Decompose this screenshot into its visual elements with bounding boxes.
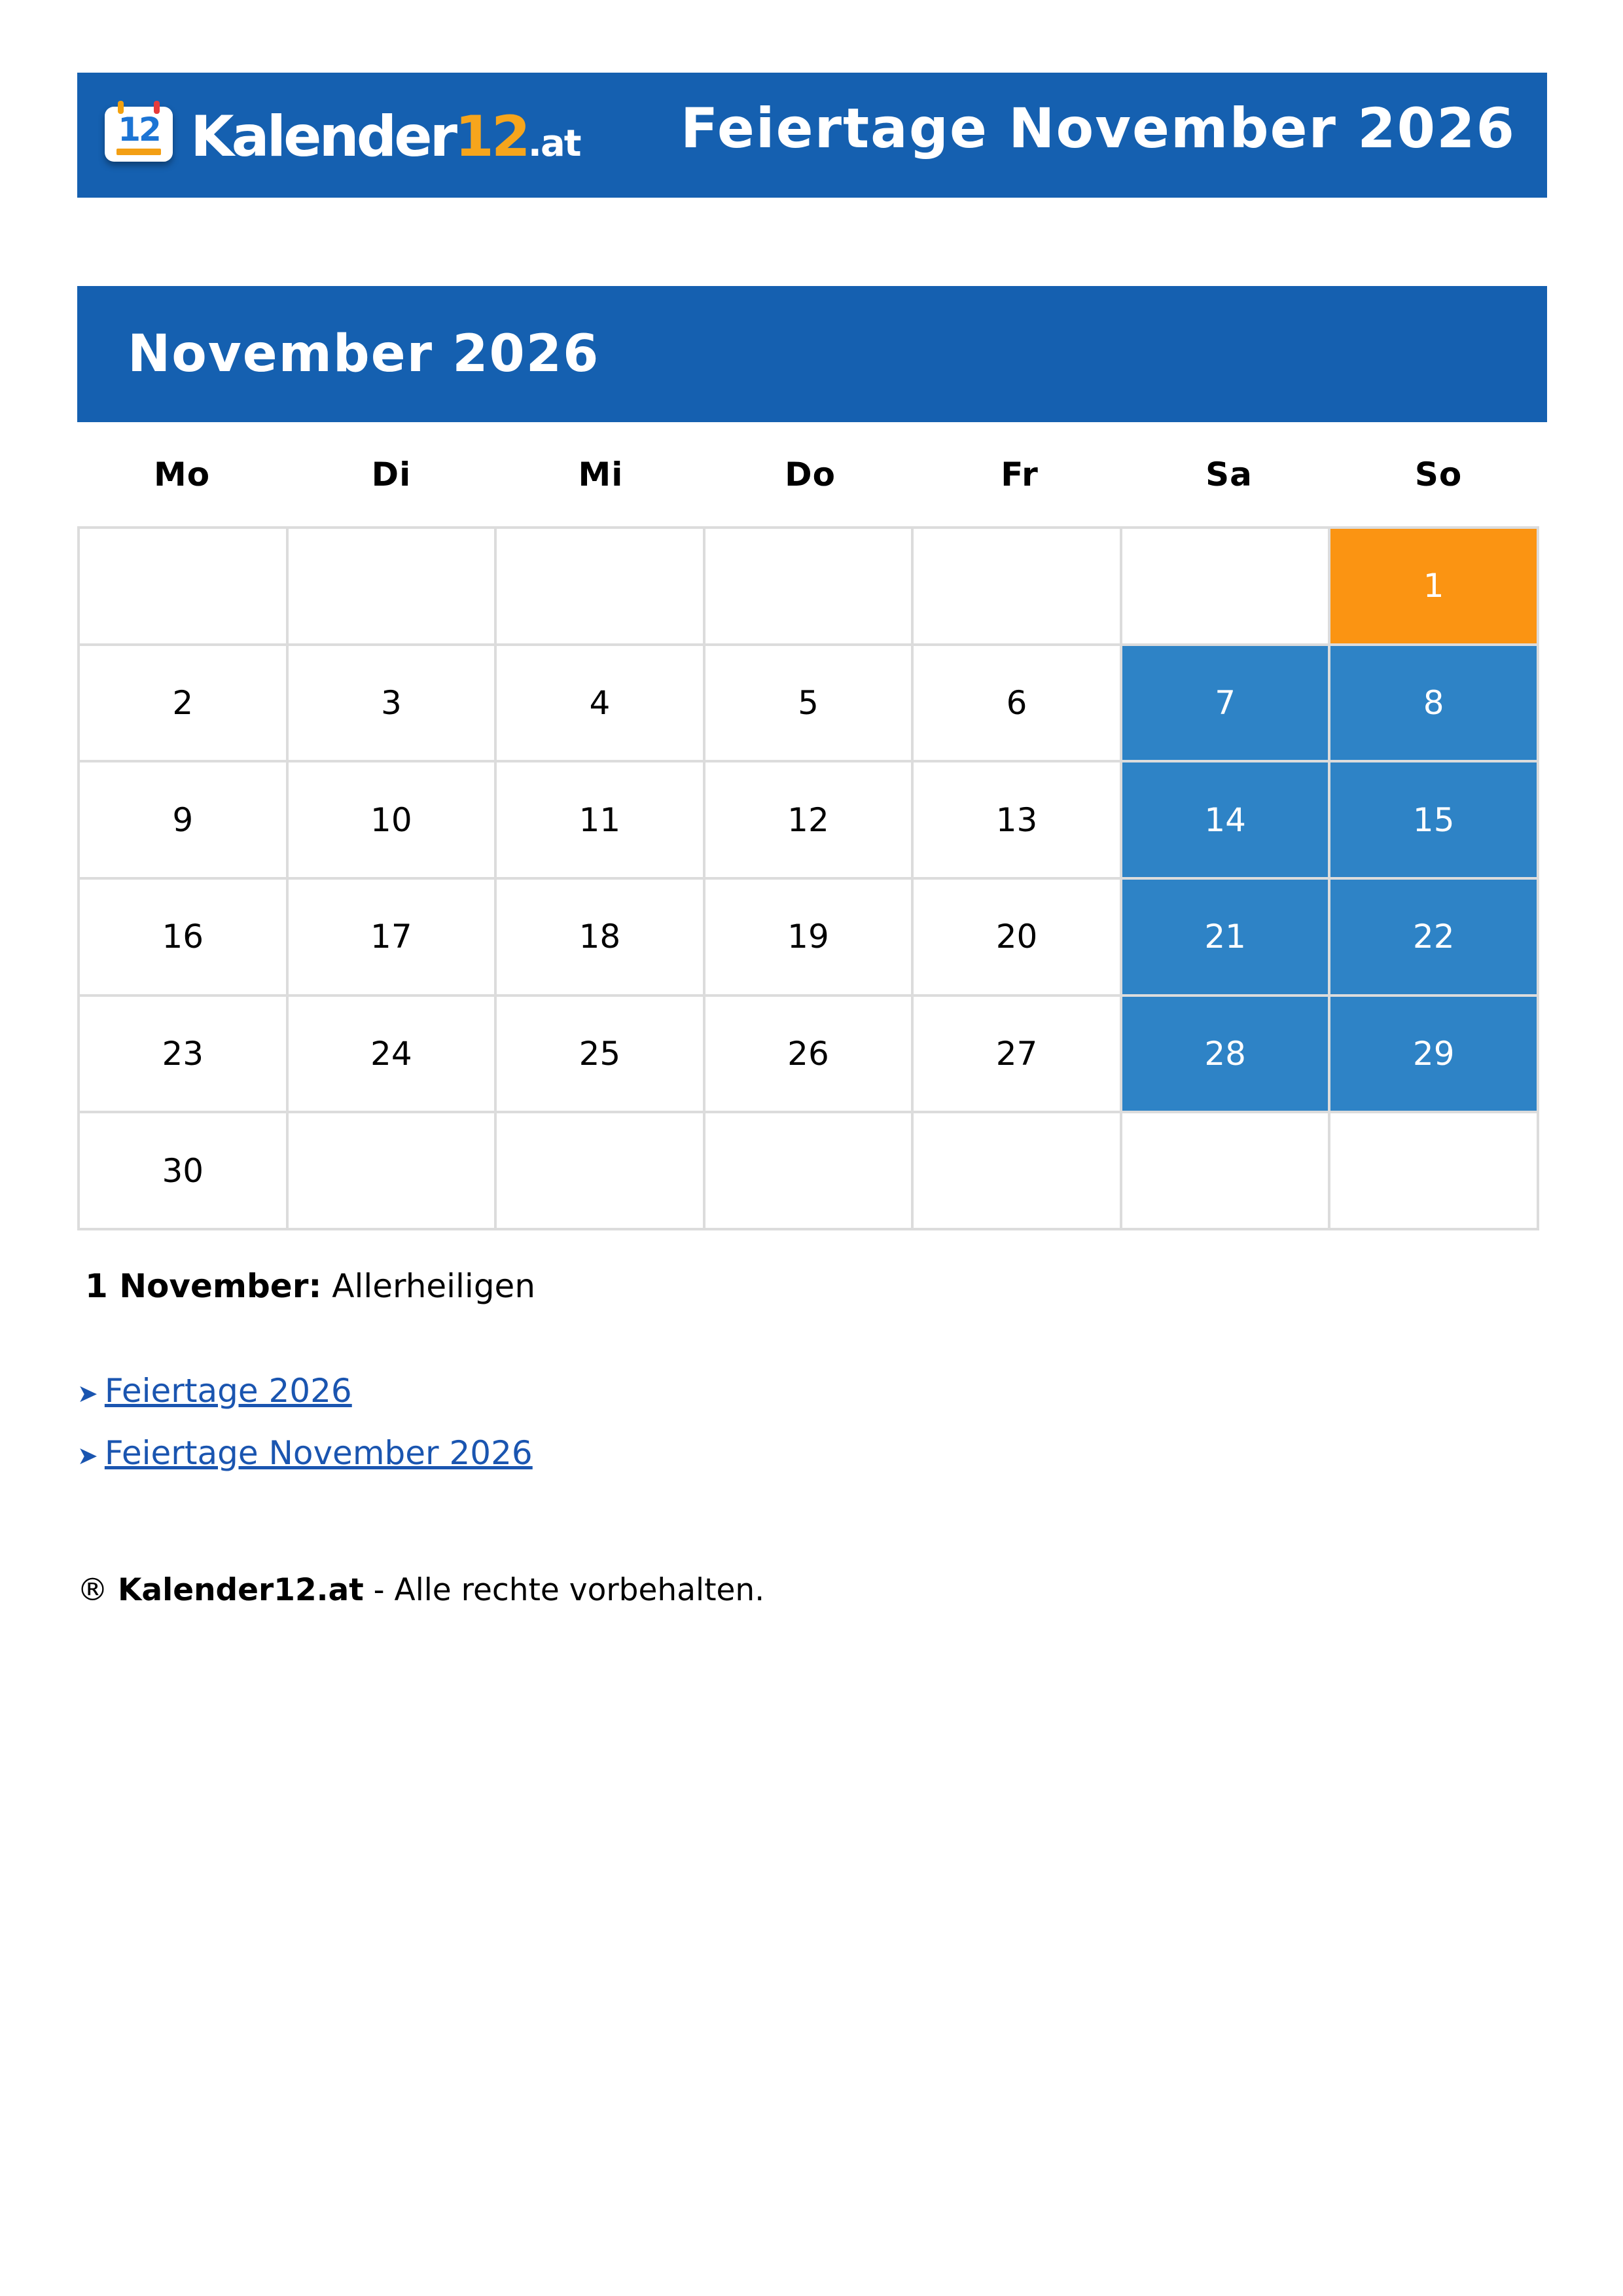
day-cell[interactable]: 24 (287, 996, 496, 1113)
day-cell[interactable]: 13 (912, 761, 1121, 878)
day-cell[interactable]: 26 (704, 996, 913, 1113)
day-cell[interactable]: 5 (704, 645, 913, 762)
arrow-right-icon: ➤ (77, 1441, 98, 1470)
day-cell[interactable]: 21 (1121, 878, 1330, 996)
day-cell[interactable]: 9 (79, 761, 287, 878)
day-cell[interactable]: 16 (79, 878, 287, 996)
empty-day-cell (1329, 1112, 1538, 1229)
empty-day-cell (79, 528, 287, 645)
day-cell[interactable]: 28 (1121, 996, 1330, 1113)
day-cell[interactable]: 18 (495, 878, 704, 996)
day-cell[interactable]: 22 (1329, 878, 1538, 996)
weekday-label: Mi (578, 456, 624, 493)
empty-day-cell (495, 528, 704, 645)
empty-day-cell (912, 528, 1121, 645)
holiday-day-cell[interactable]: 1 (1329, 528, 1538, 645)
holiday-legend (85, 1260, 535, 1312)
empty-day-cell (704, 528, 913, 645)
day-cell[interactable]: 8 (1329, 645, 1538, 762)
arrow-right-icon: ➤ (77, 1379, 98, 1408)
month-title: November 2026 (128, 325, 600, 384)
brand-tld: .at (527, 122, 580, 165)
day-cell[interactable]: 12 (704, 761, 913, 878)
empty-day-cell (912, 1112, 1121, 1229)
day-cell[interactable]: 29 (1329, 996, 1538, 1113)
month-header (77, 286, 1547, 422)
weekday-label: Mo (153, 456, 211, 493)
weekday-header-row (77, 445, 1543, 504)
link-row-feiertage-november-2026 (77, 1424, 533, 1486)
empty-day-cell (1121, 528, 1330, 645)
day-cell[interactable]: 14 (1121, 761, 1330, 878)
holiday-legend-item (85, 1260, 535, 1312)
weekday-label: So (1414, 456, 1463, 493)
footer-text: - Alle rechte vorbehalten. (373, 1572, 765, 1608)
empty-day-cell (1121, 1112, 1330, 1229)
brand-logo[interactable] (190, 98, 580, 183)
top-header-bar (77, 73, 1547, 198)
related-links (77, 1361, 533, 1486)
calendar-grid (77, 526, 1539, 1230)
day-cell[interactable]: 27 (912, 996, 1121, 1113)
day-cell[interactable]: 17 (287, 878, 496, 996)
link-feiertage-2026[interactable]: Feiertage 2026 (104, 1372, 352, 1410)
link-row-feiertage-2026 (77, 1361, 533, 1424)
empty-day-cell (704, 1112, 913, 1229)
day-cell[interactable]: 3 (287, 645, 496, 762)
link-feiertage-november-2026[interactable]: Feiertage November 2026 (104, 1434, 533, 1472)
day-cell[interactable]: 20 (912, 878, 1121, 996)
page-title: Feiertage November 2026 (680, 96, 1516, 160)
weekday-label: Sa (1205, 456, 1253, 493)
day-cell[interactable]: 4 (495, 645, 704, 762)
empty-day-cell (287, 1112, 496, 1229)
day-cell[interactable]: 15 (1329, 761, 1538, 878)
day-cell[interactable]: 10 (287, 761, 496, 878)
day-cell[interactable]: 23 (79, 996, 287, 1113)
empty-day-cell (287, 528, 496, 645)
logo-icon-number: 12 (118, 111, 160, 149)
day-cell[interactable]: 25 (495, 996, 704, 1113)
day-cell[interactable]: 11 (495, 761, 704, 878)
calendar-logo-icon[interactable] (105, 107, 173, 162)
brand-main: Kalender (190, 104, 455, 170)
calendar-underline-bar (116, 149, 161, 155)
day-cell[interactable]: 30 (79, 1112, 287, 1229)
footer-brand: Kalender12.at (117, 1572, 364, 1608)
registered-symbol: ® (77, 1572, 108, 1608)
day-cell[interactable]: 7 (1121, 645, 1330, 762)
holiday-name: Allerheiligen (332, 1267, 536, 1305)
day-cell[interactable]: 19 (704, 878, 913, 996)
day-cell[interactable]: 6 (912, 645, 1121, 762)
footer (77, 1564, 764, 1617)
brand-accent: 12 (455, 104, 528, 170)
weekday-label: Do (785, 456, 836, 493)
weekday-label: Fr (1001, 456, 1039, 493)
empty-day-cell (495, 1112, 704, 1229)
day-cell[interactable]: 2 (79, 645, 287, 762)
weekday-label: Di (371, 456, 412, 493)
holiday-date: 1 November: (85, 1267, 322, 1305)
